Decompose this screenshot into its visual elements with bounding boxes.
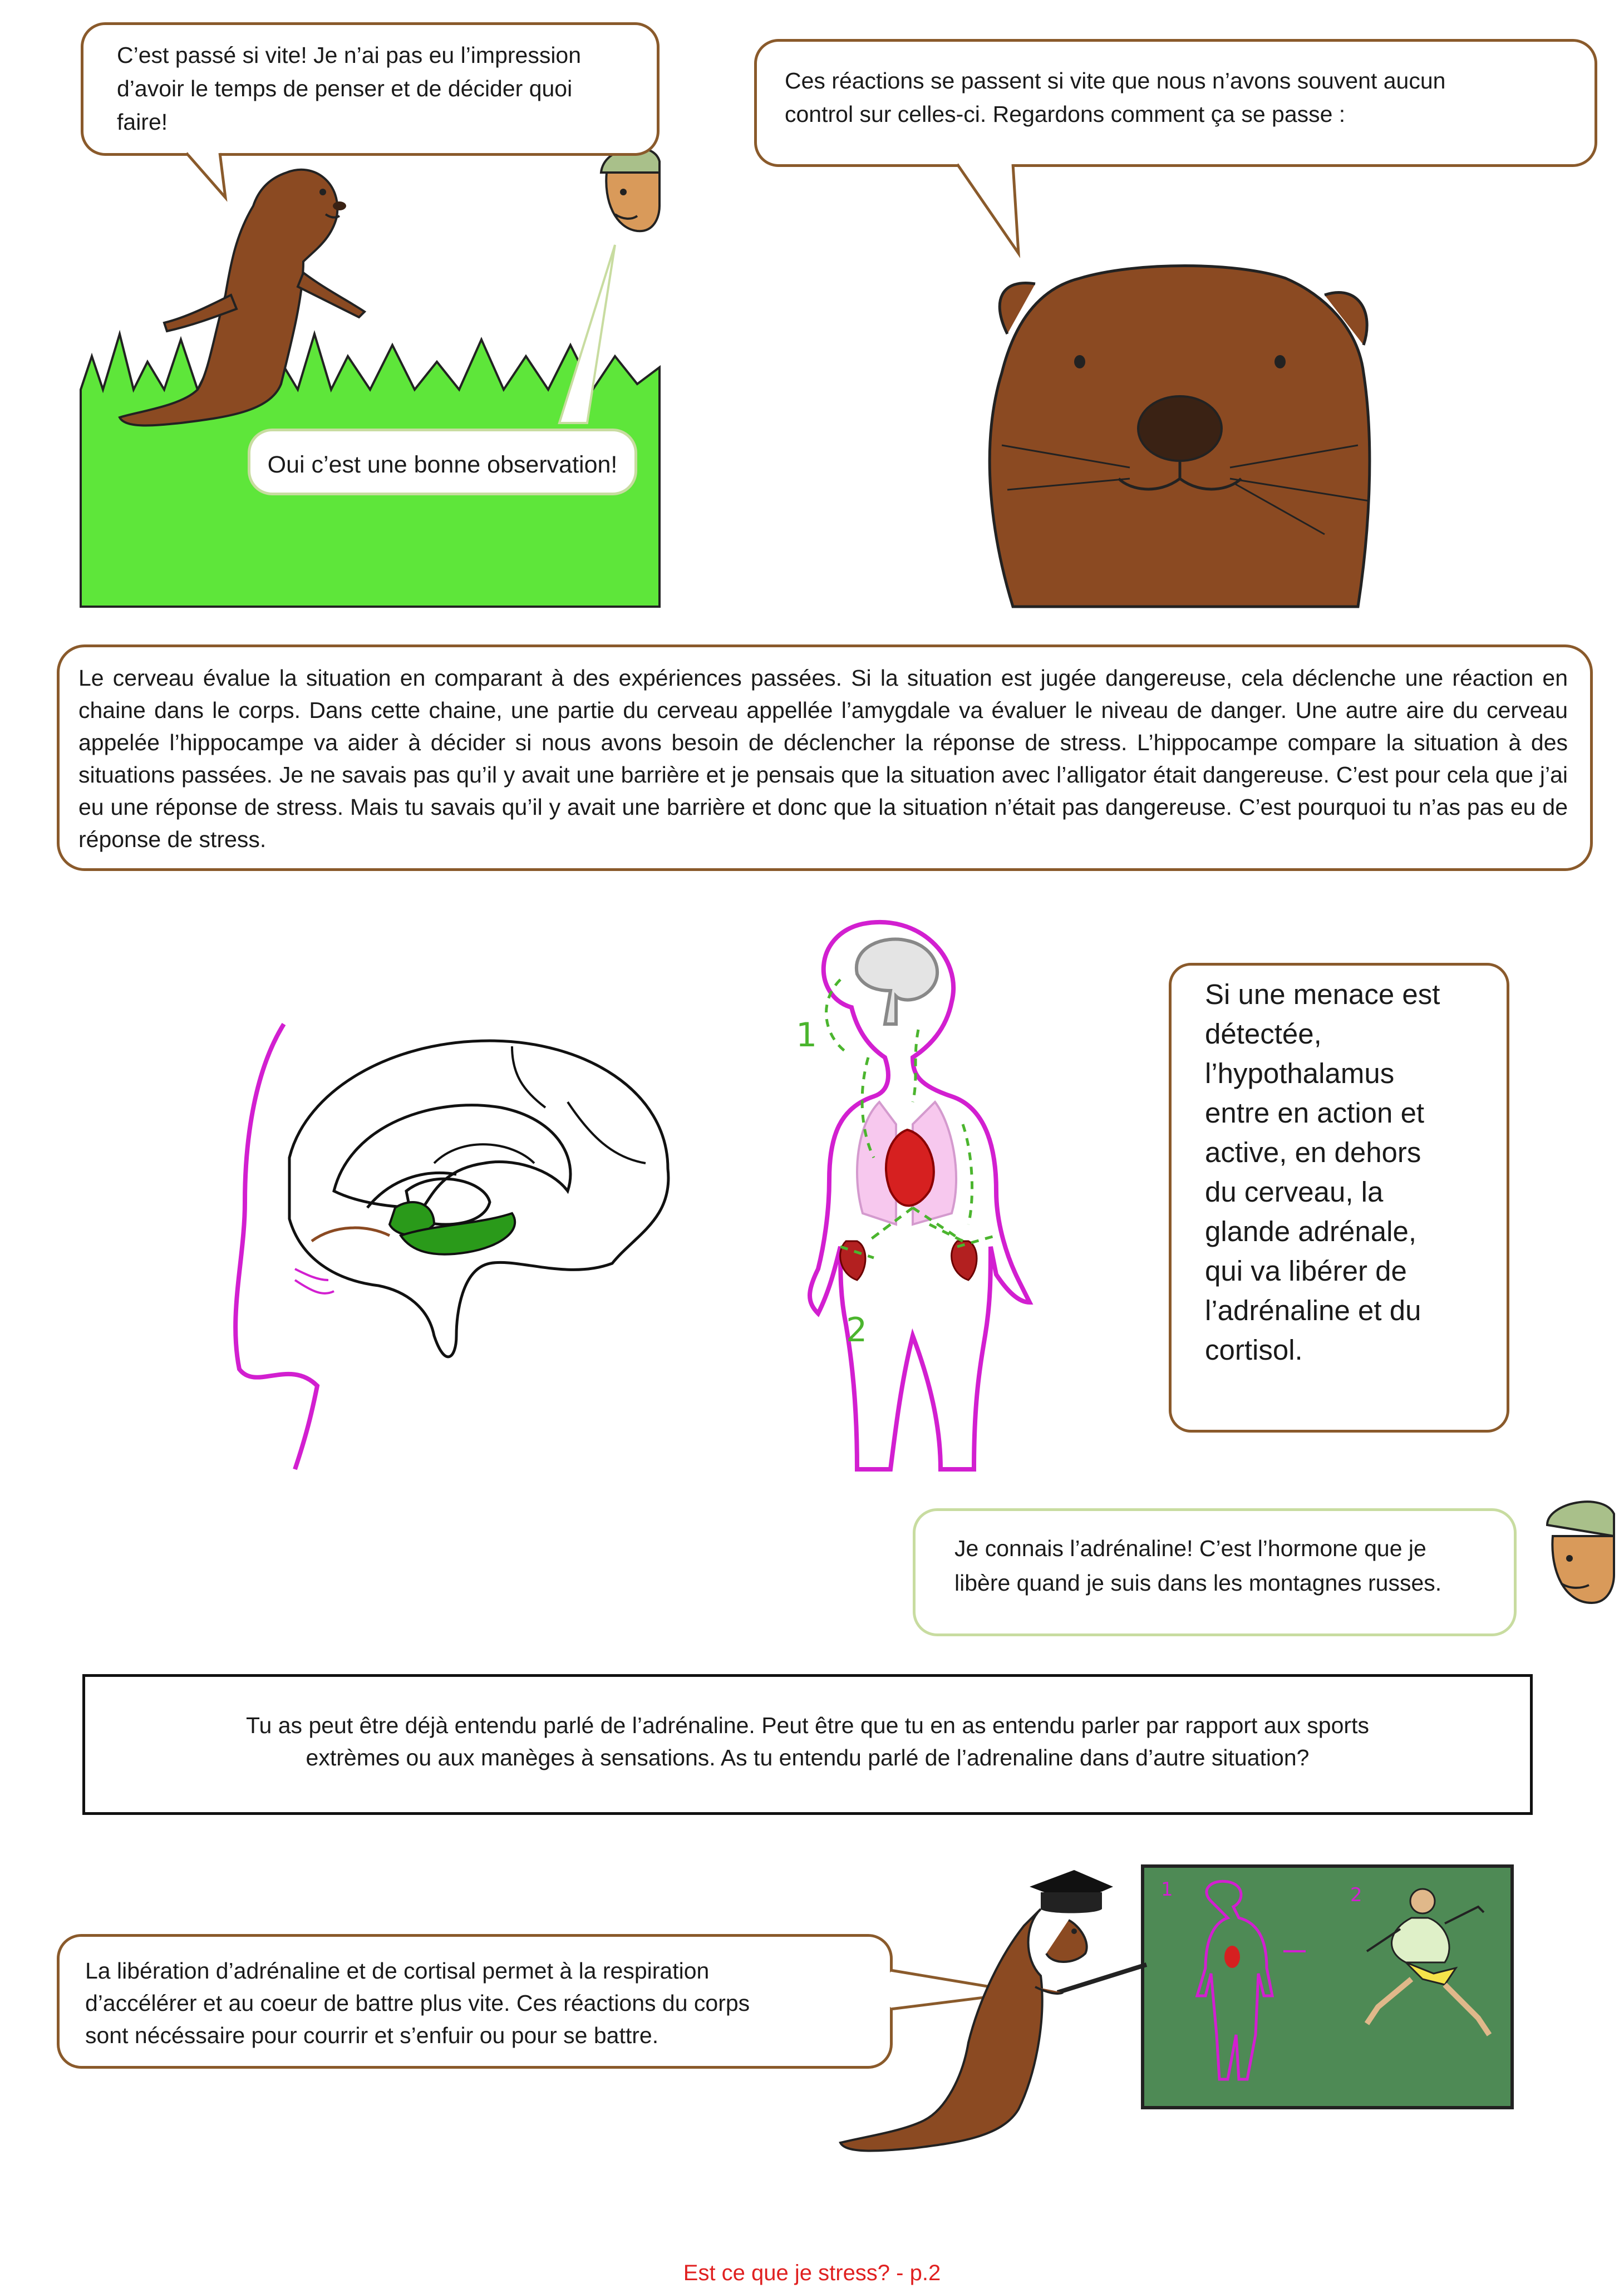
reply-bubble [248, 429, 637, 495]
reply-tail [548, 234, 626, 423]
diagram-step-2: 2 [846, 1311, 868, 1350]
boy-speech-bubble [913, 1508, 1517, 1636]
board-step-1: 1 [1161, 1878, 1173, 1901]
otter-speech-bubble-1 [81, 22, 660, 156]
explanation-text: Le cerveau évalue la situation en comparant à des expériences passées. Si la situation est jugée dangereuse, cela déclenche une réaction en chaine dans le corps. Dans cette chaine, une partie du cerveau appellée l’amygdale va évaluer le niveau de danger. Une autre aire du cerveau appelée l’hippocampe va aider à décider si nous avons besoin de déclencher la réponse de stress. L’hippocampe compare la situation à des situations passées. Je ne savais pas qu’il y avait une barrière et je pensais que la situation avec l’alligator était dangereuse. C’est pour cela que j’ai eu une réponse de stress. Mais tu savais qu’il y avait une barrière et donc que la situation n’était pas dangereuse. C’est pourquoi tu n’as pas eu de réponse de stress. [78, 665, 1568, 852]
explanation-box [57, 644, 1593, 871]
question-text: Tu as peut être déjà entendu parlé de l’adrénaline. Peut être que tu en as entendu parler par rapport aux sports extrèmes ou aux manèges à sensations. As tu entendu parlé de l’adrenaline dans d’autre situation? [246, 1713, 1369, 1770]
chalkboard-drawings [1144, 1868, 1517, 2113]
question-box [82, 1674, 1533, 1815]
body-diagram [729, 913, 1041, 1492]
bottom-speech-bubble [57, 1934, 893, 2069]
hypothalamus-text: Si une menace est détectée, l’hypothalamus entre en action et active, en dehors du cerveau, la glande adrénale, qui va libérer de l’adrénaline et du cortisol. [1205, 978, 1440, 1366]
reply-text: Oui c’est une bonne observation! [267, 451, 618, 478]
otter-speech-text-1: C’est passé si vite! Je n’ai pas eu l’impression d’avoir le temps de penser et de décider quoi faire! [117, 42, 582, 135]
page-footer [0, 2260, 1624, 2286]
otter-closeup [968, 245, 1402, 607]
chalkboard [1141, 1864, 1514, 2109]
panel-1 [81, 0, 660, 607]
board-step-2: 2 [1350, 1884, 1362, 1906]
boy-speech-text: Je connais l’adrénaline! C’est l’hormone que je libère quand je suis dans les montagnes russes. [954, 1536, 1442, 1596]
bottom-speech-text: La libération d’adrénaline et de cortisal permet à la respiration d’accélérer et au coeur de battre plus vite. Ces réactions du corps sont nécéssaire pour courrir et s’enfuir ou pour se battre. [85, 1958, 750, 2048]
otter-speech-bubble-2 [754, 39, 1597, 167]
speech-tail-1 [186, 153, 253, 220]
otter-speech-text-2: Ces réactions se passent si vite que nous n’avons souvent aucun control sur celles-ci. Regardons comment ça se passe : [785, 68, 1446, 127]
otter-teacher [835, 1864, 1124, 2176]
diagram-step-1: 1 [796, 1016, 818, 1055]
footer-text: Est ce que je stress? - p.2 [683, 2261, 941, 2285]
otter-character [103, 150, 415, 462]
boy-head-icon [1536, 1492, 1614, 1603]
brain-diagram [223, 1024, 712, 1469]
hypothalamus-box [1169, 963, 1509, 1433]
